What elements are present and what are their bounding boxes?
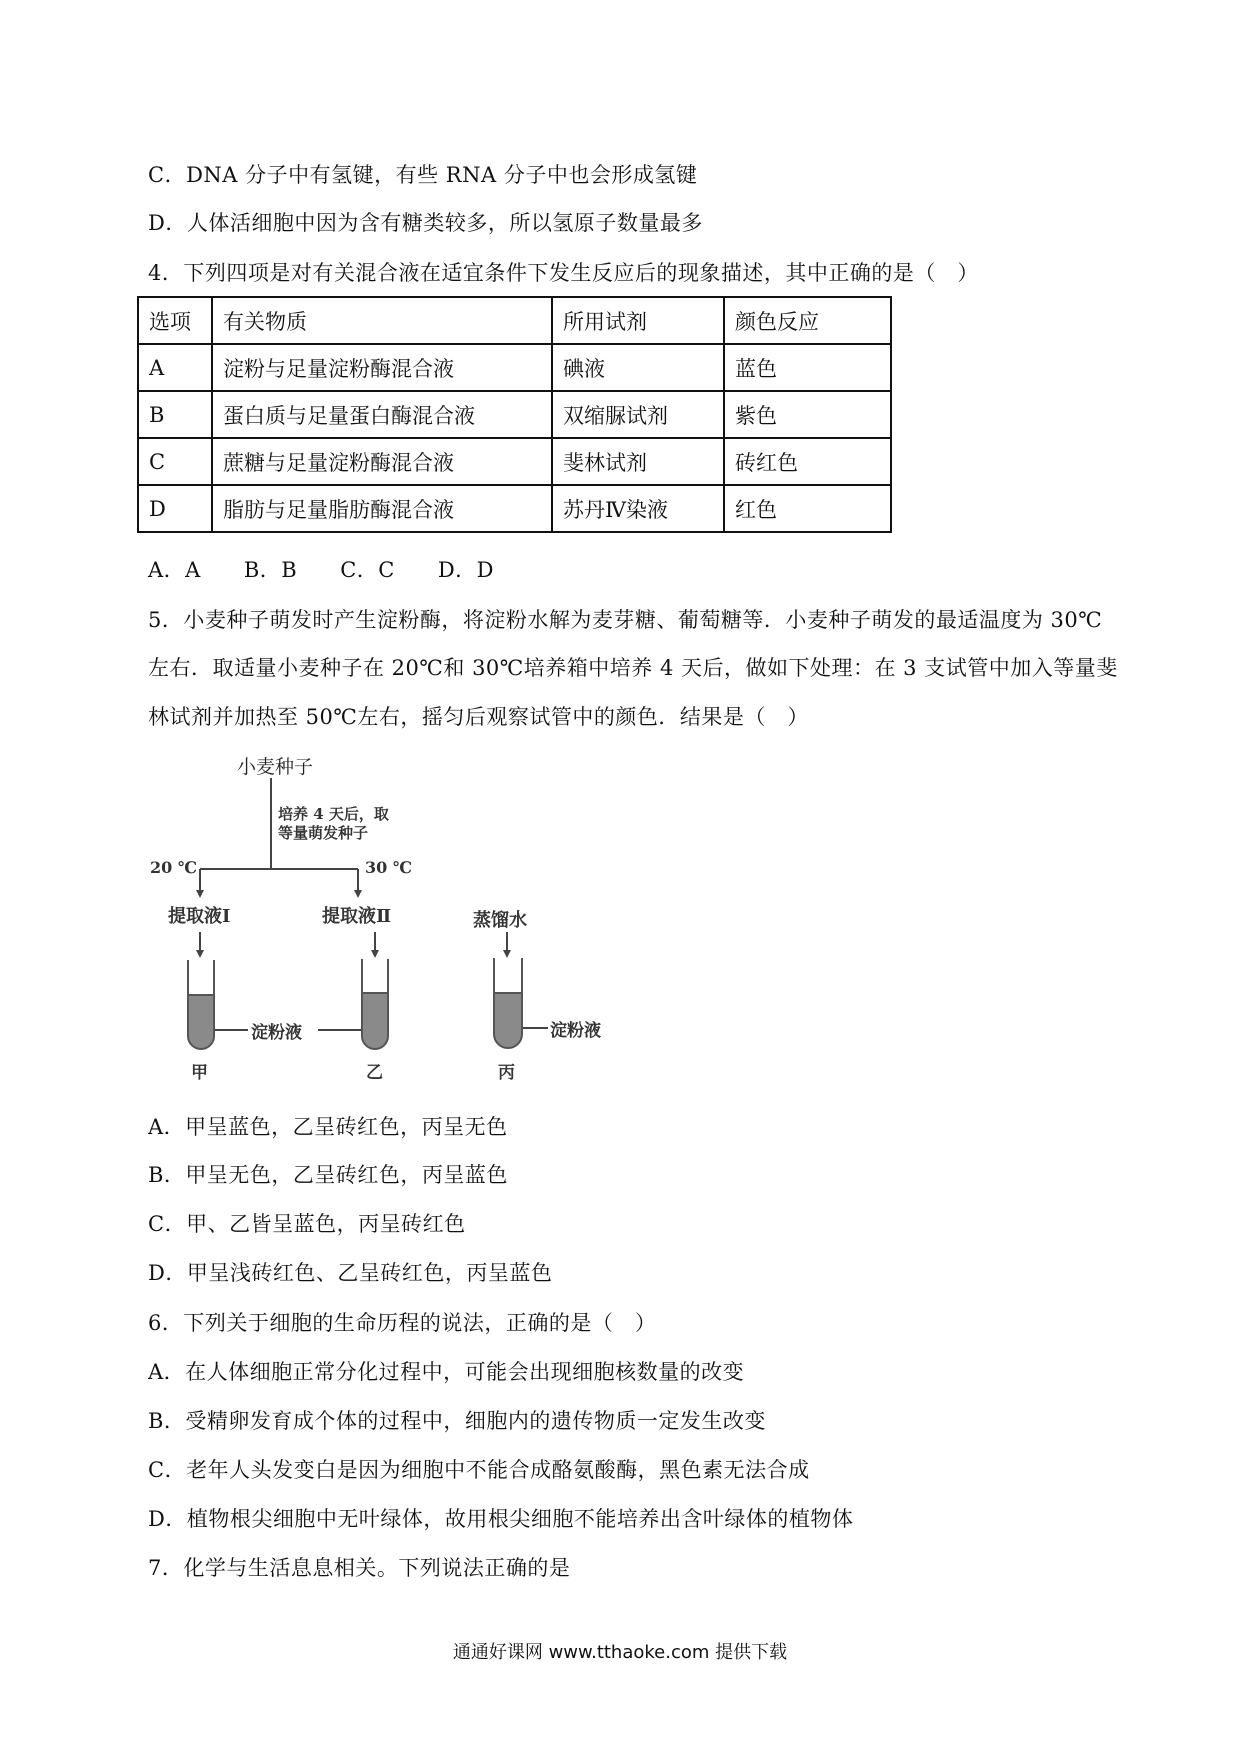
- question-6-option-c: C．老年人头发变白是因为细胞中不能合成酪氨酸酶，黑色素无法合成: [148, 1458, 810, 1482]
- diagram-source-label: 小麦种子: [237, 756, 314, 778]
- test-tube-1: [188, 960, 214, 1049]
- diagram-temp-left: 20 ℃: [150, 858, 198, 877]
- table-header-cell: 选项: [138, 297, 212, 344]
- table-row: [138, 391, 891, 438]
- question-5-option-d: D．甲呈浅砖红色、乙呈砖红色，丙呈蓝色: [148, 1261, 553, 1285]
- test-tube-3: [494, 958, 522, 1048]
- table-cell: C: [138, 438, 212, 485]
- table-cell: 脂肪与足量脂肪酶混合液: [212, 485, 552, 532]
- question-3-option-d: D．人体活细胞中因为含有糖类较多，所以氢原子数量最多: [148, 211, 703, 235]
- table-cell: 淀粉与足量淀粉酶混合液: [212, 344, 552, 391]
- question-6-option-b: B．受精卵发育成个体的过程中，细胞内的遗传物质一定发生改变: [148, 1409, 766, 1433]
- experiment-diagram: [140, 740, 640, 1100]
- arrow-head-icon: [196, 950, 204, 958]
- table-cell: A: [138, 344, 212, 391]
- diagram-temp-right: 30 ℃: [365, 858, 413, 877]
- tube-2-liquid: [362, 993, 388, 1049]
- diagram-extract-1: 提取液Ⅰ: [168, 906, 231, 927]
- page-footer: 通通好课网 www.tthaoke.com 提供下载: [452, 1642, 788, 1663]
- diagram-starch-label: 淀粉液: [550, 1021, 601, 1041]
- diagram-tube-label-1: 甲: [191, 1063, 208, 1083]
- tube-1-liquid: [188, 995, 214, 1049]
- question-4-table: [137, 296, 892, 533]
- table-cell: B: [138, 391, 212, 438]
- table-cell: 砖红色: [724, 438, 891, 485]
- question-6-option-a: A．在人体细胞正常分化过程中，可能会出现细胞核数量的改变: [148, 1360, 745, 1384]
- table-cell: 红色: [724, 485, 891, 532]
- table-header-row: [138, 297, 891, 344]
- arrow-head-icon: [371, 950, 379, 958]
- question-4-stem: 4．下列四项是对有关混合液在适宜条件下发生反应后的现象描述，其中正确的是（ ）: [148, 261, 979, 285]
- question-5-option-c: C．甲、乙皆呈蓝色，丙呈砖红色: [148, 1212, 466, 1236]
- question-4-answers: A．A B．B C．C D．D: [148, 558, 495, 582]
- table-cell: D: [138, 485, 212, 532]
- question-6-stem: 6．下列关于细胞的生命历程的说法，正确的是（ ）: [148, 1311, 657, 1335]
- diagram-extract-2: 提取液Ⅱ: [322, 906, 392, 927]
- diagram-step-line-2: 等量萌发种子: [278, 824, 369, 842]
- question-7-stem: 7．化学与生活息息相关。下列说法正确的是: [148, 1556, 571, 1580]
- table-cell: 蓝色: [724, 344, 891, 391]
- table-header-cell: 颜色反应: [724, 297, 891, 344]
- table-cell: 蛋白质与足量蛋白酶混合液: [212, 391, 552, 438]
- table-cell: 碘液: [552, 344, 724, 391]
- table-row: [138, 485, 891, 532]
- question-5-stem-line-2: 左右．取适量小麦种子在 20℃和 30℃培养箱中培养 4 天后，做如下处理：在 3 支试管中加入等量斐: [148, 656, 1118, 680]
- diagram-tube-label-2: 乙: [366, 1063, 383, 1083]
- table-row: [138, 438, 891, 485]
- diagram-step-line-1: 培养 4 天后，取: [278, 805, 389, 823]
- arrow-head-icon: [354, 890, 362, 898]
- table-cell: 苏丹Ⅳ染液: [552, 485, 724, 532]
- tube-3-liquid: [494, 993, 522, 1048]
- question-5-stem-line-1: 5．小麦种子萌发时产生淀粉酶，将淀粉水解为麦芽糖、葡萄糖等．小麦种子萌发的最适温度为 30℃: [148, 608, 1103, 632]
- question-5-option-b: B．甲呈无色，乙呈砖红色，丙呈蓝色: [148, 1163, 508, 1187]
- table-cell: 蔗糖与足量淀粉酶混合液: [212, 438, 552, 485]
- question-6-option-d: D．植物根尖细胞中无叶绿体，故用根尖细胞不能培养出含叶绿体的植物体: [148, 1507, 854, 1531]
- table-cell: 双缩脲试剂: [552, 391, 724, 438]
- arrow-head-icon: [503, 950, 511, 958]
- table-cell: 紫色: [724, 391, 891, 438]
- diagram-tube-label-3: 丙: [498, 1063, 515, 1083]
- question-3-option-c: C．DNA 分子中有氢键，有些 RNA 分子中也会形成氢键: [148, 163, 698, 187]
- arrow-head-icon: [196, 890, 204, 898]
- table-header-cell: 有关物质: [212, 297, 552, 344]
- table-row: [138, 344, 891, 391]
- table-cell: 斐林试剂: [552, 438, 724, 485]
- table-header-cell: 所用试剂: [552, 297, 724, 344]
- diagram-starch-label: 淀粉液: [251, 1023, 302, 1043]
- question-5-stem-line-3: 林试剂并加热至 50℃左右，摇匀后观察试管中的颜色．结果是（ ）: [148, 705, 809, 729]
- test-tube-2: [362, 959, 388, 1049]
- diagram-distilled-water: 蒸馏水: [473, 910, 527, 931]
- question-5-option-a: A．甲呈蓝色，乙呈砖红色，丙呈无色: [148, 1115, 508, 1139]
